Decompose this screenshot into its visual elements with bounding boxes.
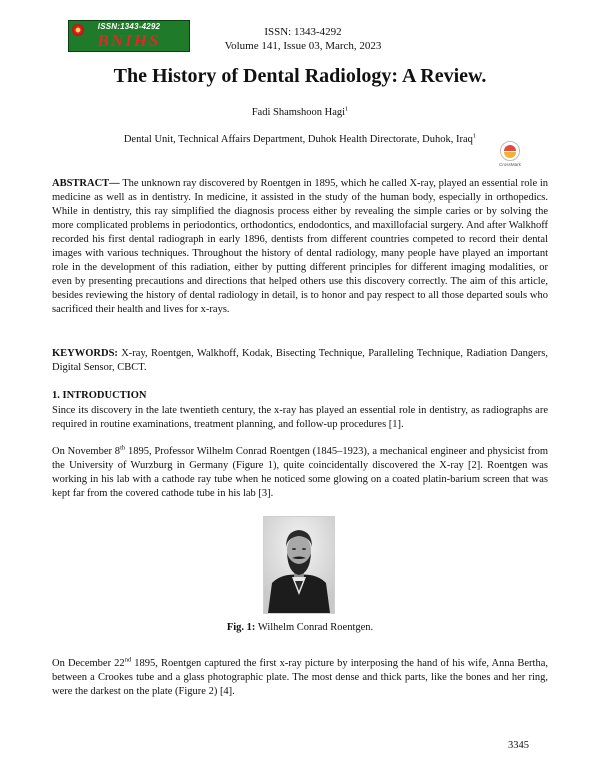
affiliation-text: Dental Unit, Technical Affairs Department, Duhok Health Directorate, Duhok, Iraq (123, 134, 473, 145)
author-mark: 1 (345, 105, 349, 113)
intro-paragraph-2 (52, 445, 548, 501)
figure-1-label: Fig. 1: (226, 622, 256, 633)
figure-1-portrait (263, 516, 335, 614)
journal-logo (68, 20, 190, 52)
paper-title: The History of Dental Radiology: A Review. (113, 65, 487, 87)
intro-paragraph-1: Since its discovery in the late twentieth century, the x-ray has played an essential role in dentistry, as radiographs are required in routine examinations, treatment planning, and follow-up procedures [1]. (52, 405, 548, 430)
p3-rest: 1895, Roentgen captured the first x-ray picture by interposing the hand of his wife, Anna Bertha, between a Crookes tube and a glass photographic plate. The most dense and thick parts, like the bones and her ring, were the darkest on the plate (Figure 2) [4]. (52, 658, 548, 697)
p2-rest: 1895, Professor Wilhelm Conrad Roentgen (1845–1923), a mechanical engineer and physicist from the University of Wurzburg in Germany (Figure 1), quite coincidentally discovered the X-ray [2]. Roentgen was working in his lab with a cathode ray tube when he noticed some glowing on a coated platin-barium screen that was kept far from the covered cathode tube in his lab [3]. (52, 446, 549, 499)
author-line (20, 107, 580, 118)
abstract-text: The unknown ray discovered by Roentgen in 1895, which he called X-ray, played an essential role in medicine as well as in dentistry. In medicine, it assisted in the study of the human body, especially in orthopedics. While in dentistry, this ray simplified the diagnosis process either by revealing the simple caries or by solving the more complicated problems in periodontics, orthodontics, endodontics, and maxillofacial surgery. And after Walkhoff recorded his first dental radiograph in early 1896, dentists from different countries competed to record their dental images with various techniques. Throughout the history of dental radiology, many people have played an important role in the development of this radiation, either by putting different principles for different imaging modalities, or even by presenting precautions and directions that helped others use this discovery correctly. The aim of this article, besides reviewing the history of dental radiology in detail, is to honor and pay respect to all those departed souls who sacrificed their health and lives for x-rays. (52, 178, 548, 315)
logo-name-text: BNIHS (97, 31, 161, 50)
p2-start: On November 8 (52, 446, 121, 457)
crossmark-label: CrossMark (499, 162, 521, 167)
figure-1-caption-text: Wilhelm Conrad Roentgen. (255, 622, 374, 633)
portrait-image (264, 517, 334, 613)
section-heading: 1. INTRODUCTION (52, 390, 147, 401)
intro-paragraph-3 (52, 657, 548, 699)
author-name: Fadi Shamshoon Hagi (251, 107, 346, 118)
p3-sup: nd (124, 656, 132, 664)
keywords-text: X-ray, Roentgen, Walkhoff, Kodak, Bisecting Technique, Paralleling Technique, Radiation Dangers, Digital Sensor, CBCT. (52, 348, 548, 373)
page-number: 3345 (508, 740, 529, 751)
keywords-label: KEYWORDS: (52, 348, 118, 359)
p2-sup: th (120, 444, 126, 452)
crossmark-badge[interactable] (499, 141, 521, 169)
crossmark-icon (500, 141, 520, 161)
header-issn: ISSN: 1343-4292 (264, 26, 342, 38)
figure-1-caption (20, 622, 580, 633)
abstract (52, 177, 548, 317)
logo-issn-text: ISSN:1343-4292 (97, 22, 161, 31)
abstract-label: ABSTRACT— (52, 178, 120, 189)
affiliation-line (20, 134, 580, 145)
affiliation-mark: 1 (472, 132, 477, 140)
p3-start: On December 22 (52, 658, 125, 669)
keywords (52, 347, 548, 375)
header-volume: Volume 141, Issue 03, March, 2023 (224, 40, 382, 52)
